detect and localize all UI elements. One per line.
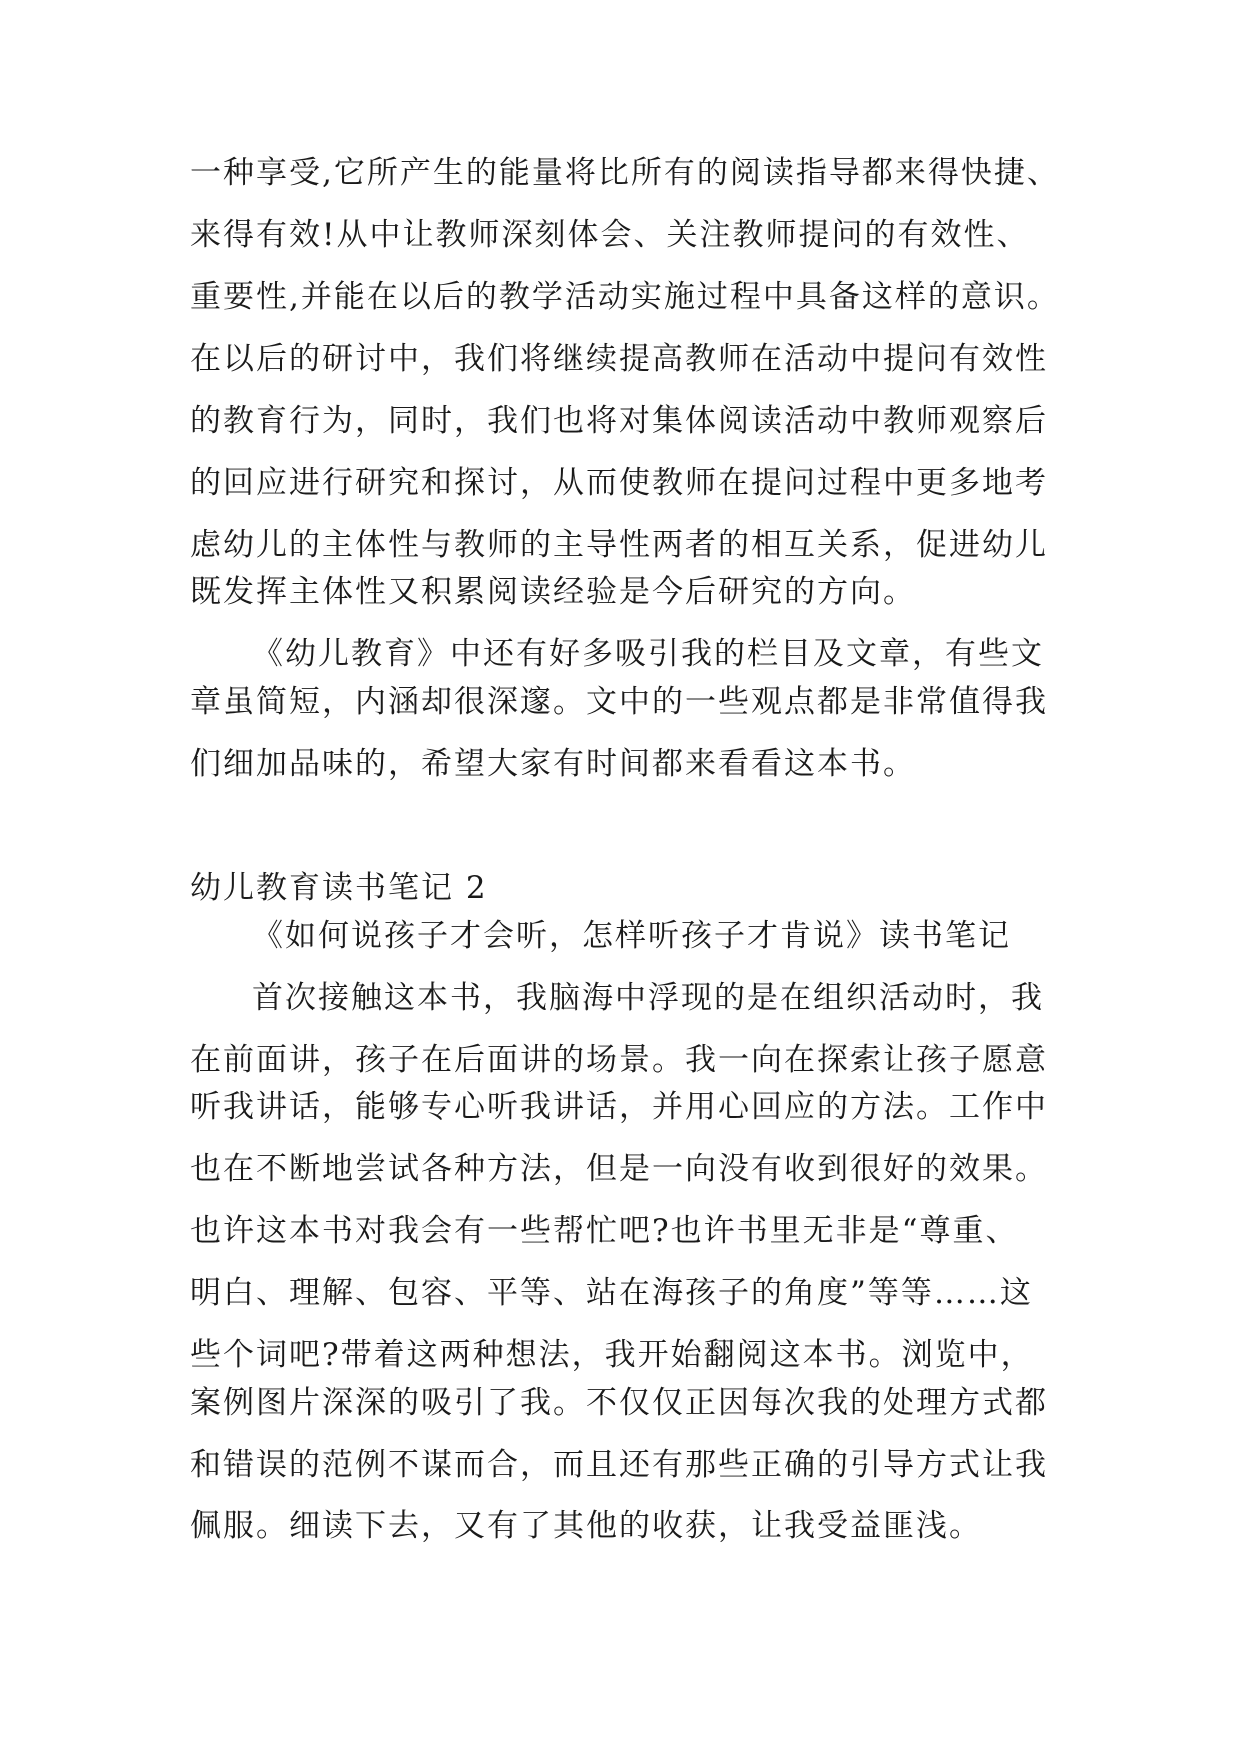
paragraph-line: 在前面讲，孩子在后面讲的场景。我一向在探索让孩子愿意 [190,1042,1048,1078]
paragraph-line: 来得有效!从中让教师深刻体会、关注教师提问的有效性、 [190,217,1030,253]
paragraph-line: 也许这本书对我会有一些帮忙吧?也许书里无非是“尊重、 [190,1213,1019,1249]
paragraph-line: 听我讲话，能够专心听我讲话，并用心回应的方法。工作中 [190,1089,1048,1125]
paragraph-line: 重要性,并能在以后的教学活动实施过程中具备这样的意识。 [190,279,1060,315]
paragraph-line: 明白、理解、包容、平等、站在海孩子的角度”等等……这 [190,1275,1033,1311]
paragraph-line: 在以后的研讨中，我们将继续提高教师在活动中提问有效性 [190,341,1048,377]
paragraph-line: 一种享受,它所产生的能量将比所有的阅读指导都来得快捷、 [190,155,1060,191]
book-title: 《如何说孩子才会听，怎样听孩子才肯说》读书笔记 [252,918,1011,954]
paragraph-line: 章虽简短，内涵却很深邃。文中的一些观点都是非常值得我 [190,684,1048,720]
paragraph-line: 的教育行为，同时，我们也将对集体阅读活动中教师观察后 [190,403,1048,439]
paragraph-line: 也在不断地尝试各种方法，但是一向没有收到很好的效果。 [190,1151,1048,1187]
paragraph-line: 虑幼儿的主体性与教师的主导性两者的相互关系，促进幼儿 [190,527,1048,563]
paragraph-line: 和错误的范例不谋而合，而且还有那些正确的引导方式让我 [190,1447,1048,1483]
paragraph-line: 案例图片深深的吸引了我。不仅仅正因每次我的处理方式都 [190,1385,1048,1421]
paragraph-line: 的回应进行研究和探讨，从而使教师在提问过程中更多地考 [190,465,1048,501]
paragraph-line: 们细加品味的，希望大家有时间都来看看这本书。 [190,746,916,782]
section-title: 幼儿教育读书笔记 2 [190,870,488,906]
paragraph-line: 首次接触这本书，我脑海中浮现的是在组织活动时，我 [252,980,1044,1016]
paragraph-line: 佩服。细读下去，又有了其他的收获，让我受益匪浅。 [190,1508,982,1544]
paragraph-line: 《幼儿教育》中还有好多吸引我的栏目及文章，有些文 [252,636,1044,672]
paragraph-line: 既发挥主体性又积累阅读经验是今后研究的方向。 [190,574,916,610]
paragraph-line: 些个词吧?带着这两种想法，我开始翻阅这本书。浏览中， [190,1337,1034,1373]
